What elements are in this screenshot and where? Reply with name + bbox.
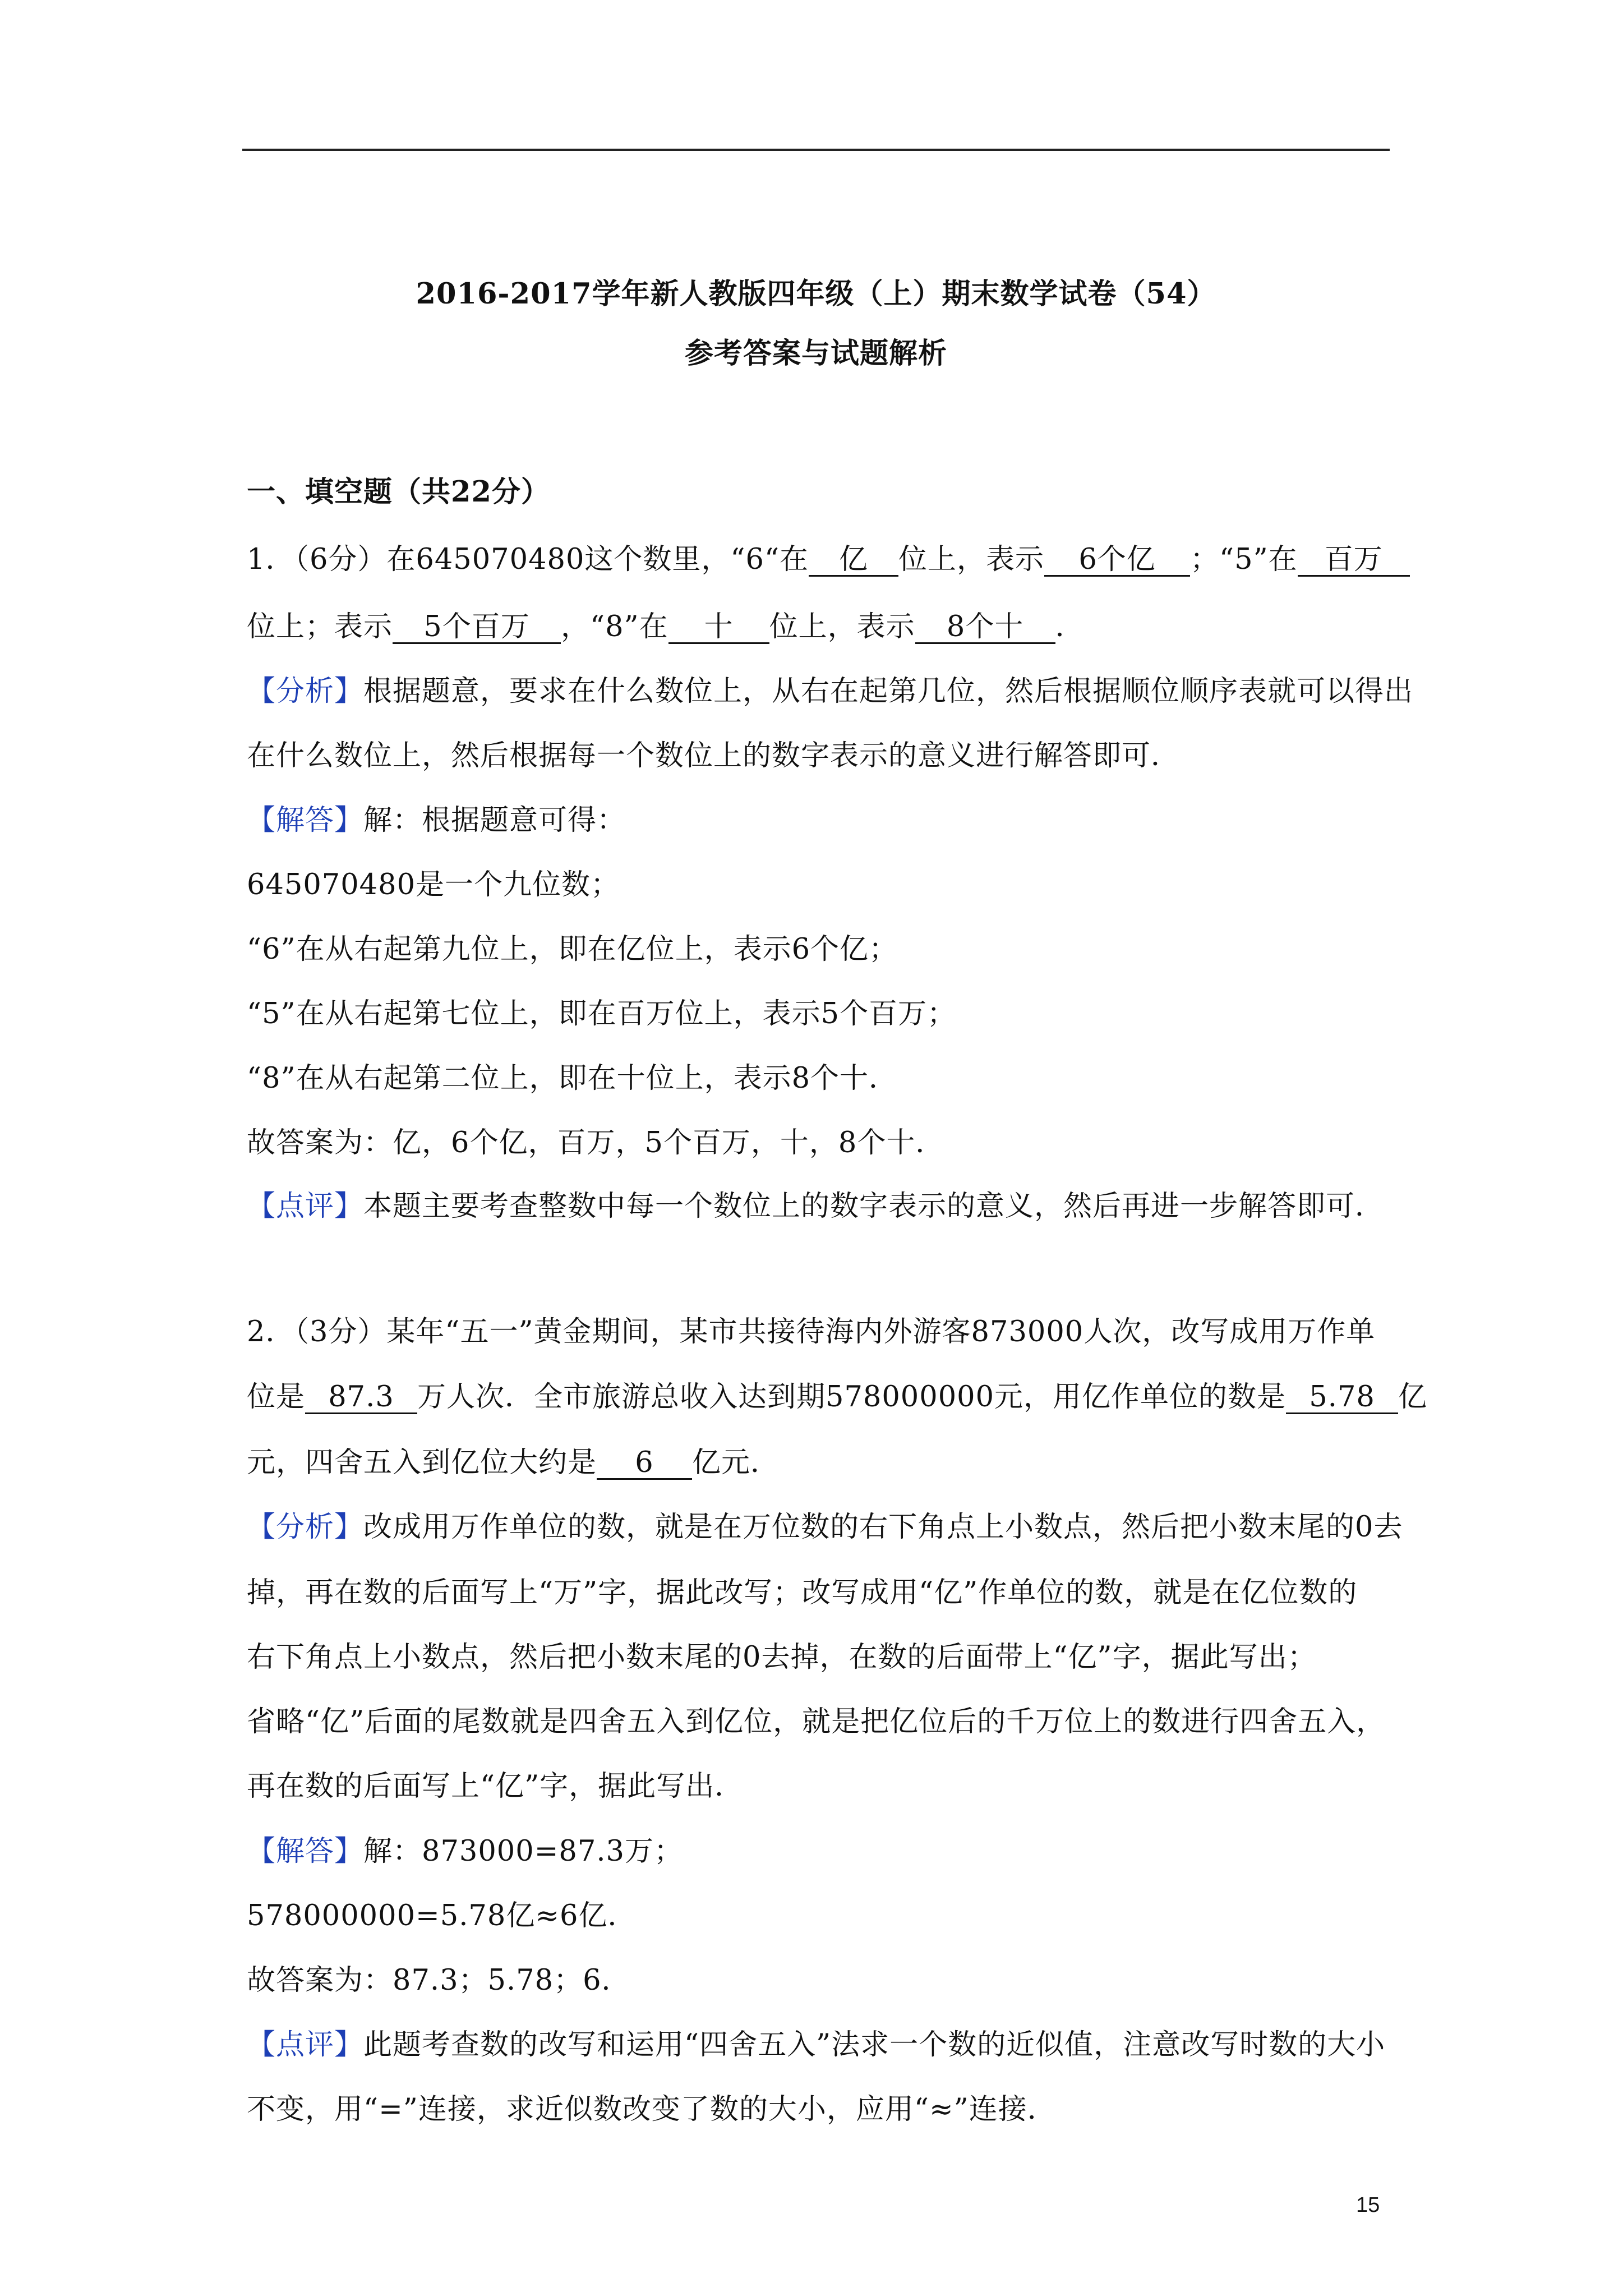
q2-line-3 bbox=[247, 1439, 780, 1480]
q1-comment-line bbox=[247, 1182, 1384, 1224]
q1-text-h: ． bbox=[1055, 610, 1085, 643]
q1-text-c: 位上，表示 bbox=[898, 543, 1045, 576]
page-number: 15 bbox=[1356, 2193, 1380, 2217]
q2-text-d: 亿 bbox=[1398, 1381, 1428, 1414]
q1-solution-line-5: “8”在从右起第二位上，即在十位上，表示8个十． bbox=[247, 1062, 898, 1095]
q2-solution-line-1 bbox=[247, 1828, 683, 1869]
solution-label: 【解答】 bbox=[247, 1835, 364, 1868]
page-subtitle: 参考答案与试题解析 bbox=[684, 337, 947, 370]
q2-text-b: 位是 bbox=[247, 1381, 306, 1414]
q1-answer-blank: 6个亿 bbox=[1044, 545, 1190, 577]
analysis-label: 【分析】 bbox=[247, 675, 364, 708]
q1-comment-text: 本题主要考查整数中每一个数位上的数字表示的意义，然后再进一步解答即可． bbox=[363, 1190, 1385, 1223]
q2-answer-blank: 6 bbox=[597, 1448, 692, 1480]
q2-analysis-line-2: 掉，再在数的后面写上“万”字，据此改写；改写成用“亿”作单位的数，就是在亿位数的 bbox=[247, 1576, 1358, 1609]
comment-label: 【点评】 bbox=[247, 1190, 364, 1223]
analysis-label: 【分析】 bbox=[247, 1511, 364, 1544]
q1-text-f: ，“8”在 bbox=[561, 610, 668, 643]
q1-analysis-text: 根据题意，要求在什么数位上，从右在起第几位，然后根据顺位顺序表就可以得出 bbox=[363, 675, 1414, 708]
q2-text-c: 万人次．全市旅游总收入达到期578000000元，用亿作单位的数是 bbox=[417, 1381, 1287, 1414]
q2-line-2 bbox=[247, 1373, 1427, 1415]
q1-answer-blank: 5个百万 bbox=[393, 612, 561, 644]
q2-solution-line-3: 故答案为：87.3；5.78；6． bbox=[247, 1964, 631, 1997]
q1-text-a: 1．（6分）在645070480这个数里，“6“在 bbox=[247, 543, 809, 576]
q2-solution-text: 解：873000=87.3万； bbox=[363, 1835, 683, 1868]
q2-comment-text: 此题考查数的改写和运用“四舍五入”法求一个数的近似值，注意改写时数的大小 bbox=[363, 2028, 1386, 2062]
q1-text-d: ；“5”在 bbox=[1190, 543, 1298, 576]
q1-analysis-line-2: 在什么数位上，然后根据每一个数位上的数字表示的意义进行解答即可． bbox=[247, 739, 1181, 772]
q1-solution-text: 解：根据题意可得： bbox=[363, 804, 626, 837]
q2-text-e: 元，四舍五入到亿位大约是 bbox=[247, 1446, 597, 1479]
q2-text-f: 亿元． bbox=[692, 1446, 780, 1479]
q1-line-1 bbox=[247, 536, 1410, 577]
q1-solution-line-3: “6”在从右起第九位上，即在亿位上，表示6个亿； bbox=[247, 933, 898, 966]
q2-analysis-line-1 bbox=[247, 1503, 1403, 1545]
comment-label: 【点评】 bbox=[247, 2028, 364, 2062]
q2-analysis-line-4: 省略“亿”后面的尾数就是四舍五入到亿位，就是把亿位后的千万位上的数进行四舍五入， bbox=[247, 1705, 1386, 1738]
q1-analysis-line-1 bbox=[247, 668, 1413, 709]
solution-label: 【解答】 bbox=[247, 804, 364, 837]
q2-answer-blank: 5.78 bbox=[1286, 1382, 1398, 1414]
q2-analysis-line-5: 再在数的后面写上“亿”字，据此写出． bbox=[247, 1770, 744, 1803]
q2-line-1: 2．（3分）某年“五一”黄金期间，某市共接待海内外游客873000人次，改写成用万作单 bbox=[247, 1315, 1376, 1349]
q1-solution-line-2: 645070480是一个九位数； bbox=[247, 868, 620, 901]
q2-answer-blank: 87.3 bbox=[305, 1382, 417, 1414]
q1-answer-blank: 百万 bbox=[1298, 545, 1410, 577]
page-title: 2016-2017学年新人教版四年级（上）期末数学试卷（54） bbox=[416, 277, 1216, 311]
q1-line-2 bbox=[247, 603, 1085, 645]
q2-analysis-line-3: 右下角点上小数点，然后把小数末尾的0去掉，在数的后面带上“亿”字，据此写出； bbox=[247, 1641, 1317, 1674]
q2-comment-line-1 bbox=[247, 2021, 1385, 2063]
q2-comment-line-2: 不变，用“=”连接，求近似数改变了数的大小，应用“≈”连接． bbox=[247, 2093, 1057, 2126]
q1-solution-line-6: 故答案为：亿，6个亿，百万，5个百万，十，8个十． bbox=[247, 1126, 945, 1159]
q1-answer-blank: 十 bbox=[668, 612, 769, 644]
q1-text-g: 位上，表示 bbox=[769, 610, 915, 643]
header-rule bbox=[242, 149, 1390, 151]
q1-answer-blank: 8个十 bbox=[915, 612, 1055, 644]
section-heading: 一、填空题（共22分） bbox=[247, 475, 550, 509]
q1-solution-line-4: “5”在从右起第七位上，即在百万位上，表示5个百万； bbox=[247, 997, 957, 1030]
q1-text-e: 位上；表示 bbox=[247, 610, 393, 643]
q1-answer-blank: 亿 bbox=[809, 545, 898, 577]
q2-solution-line-2: 578000000=5.78亿≈6亿． bbox=[247, 1899, 637, 1932]
q2-analysis-text: 改成用万作单位的数，就是在万位数的右下角点上小数点，然后把小数末尾的0去 bbox=[363, 1511, 1403, 1544]
q1-solution-line-1 bbox=[247, 797, 626, 838]
